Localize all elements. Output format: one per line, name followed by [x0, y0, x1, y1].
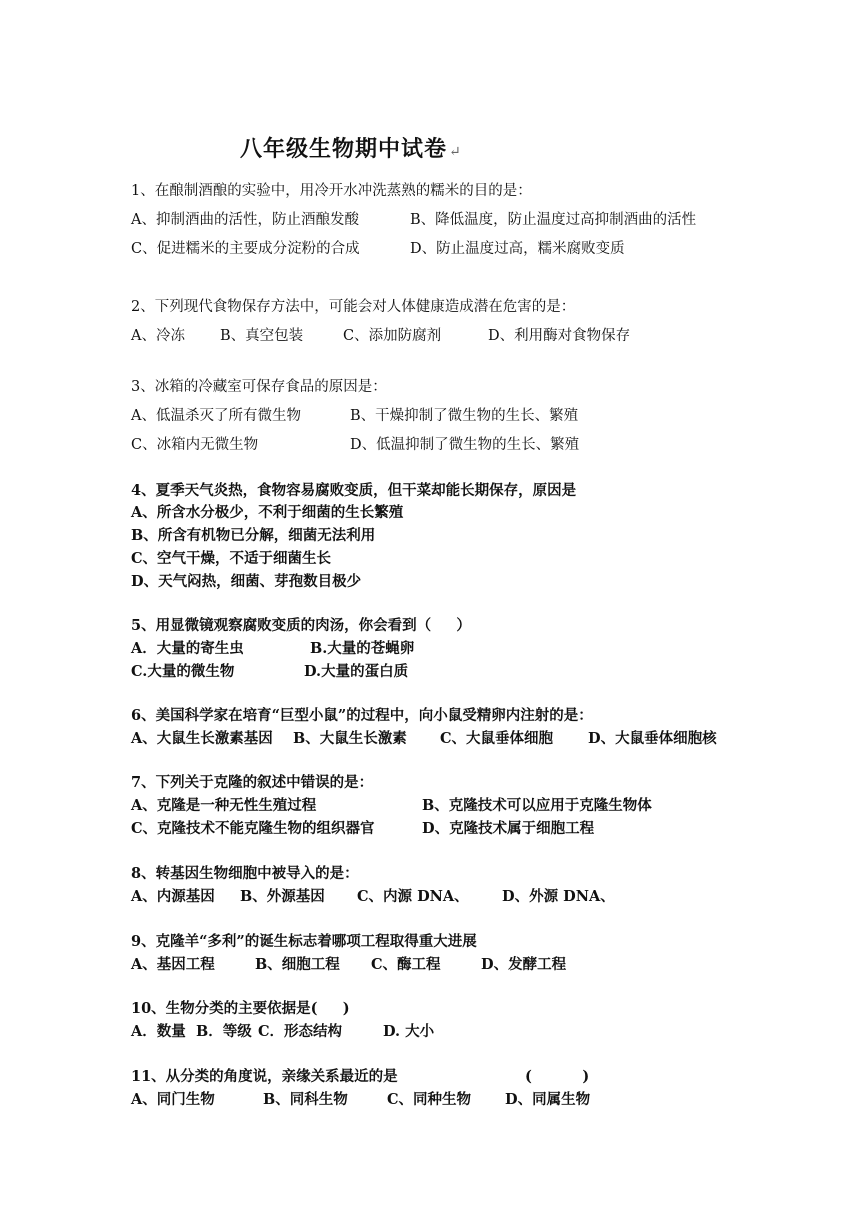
question-3-option-d: D、低温抑制了微生物的生长、繁殖	[350, 437, 580, 453]
return-mark-icon: ↵	[449, 144, 462, 160]
question-4-option-b: B、所含有机物已分解，细菌无法利用	[131, 527, 376, 544]
question-11-option-c: C、同种生物	[387, 1091, 472, 1108]
question-1-stem: 1、在酿制酒酿的实验中，用冷开水冲洗蒸熟的糯米的目的是：	[131, 183, 532, 199]
question-9-stem: 9、克隆羊“多利”的诞生标志着哪项工程取得重大进展	[131, 933, 477, 950]
question-4-option-a: A、所含水分极少，不利于细菌的生长繁殖	[131, 504, 404, 521]
question-1-option-a: A、抑制酒曲的活性，防止酒酿发酸	[131, 212, 359, 228]
question-2-option-a: A、冷冻	[131, 328, 185, 344]
question-5-option-b: B.大量的苍蝇卵	[310, 640, 415, 657]
question-3-stem: 3、冰箱的冷藏室可保存食品的原因是：	[131, 379, 387, 395]
question-7-option-c: C、克隆技术不能克隆生物的组织器官	[131, 820, 375, 837]
exam-title	[240, 132, 462, 163]
question-9-option-c: C、酶工程	[371, 956, 441, 973]
question-9-option-d: D、发酵工程	[481, 956, 567, 973]
exam-title-text: 八年级生物期中试卷	[240, 136, 448, 162]
question-2-stem: 2、下列现代食物保存方法中，可能会对人体健康造成潜在危害的是：	[131, 299, 576, 315]
question-6-stem: 6、美国科学家在培育“巨型小鼠”的过程中，向小鼠受精卵内注射的是：	[131, 707, 593, 724]
question-9-option-a: A、基因工程	[131, 956, 215, 973]
question-6-option-d: D、大鼠垂体细胞核	[588, 730, 717, 747]
question-5-option-c: C.大量的微生物	[131, 663, 235, 680]
question-2-option-b: B、真空包装	[220, 328, 304, 344]
question-1-option-d: D、防止温度过高，糯米腐败变质	[410, 241, 625, 257]
question-11-answer-blank: ( )	[525, 1068, 590, 1085]
question-6-option-b: B、大鼠生长激素	[293, 730, 407, 747]
question-4-option-c: C、空气干燥，不适于细菌生长	[131, 550, 332, 567]
question-10-option-b: B．等级	[196, 1023, 252, 1040]
question-4-stem: 4、夏季天气炎热，食物容易腐败变质，但干菜却能长期保存，原因是	[131, 482, 577, 499]
question-8-option-c: C、内源 DNA、	[357, 888, 469, 905]
question-8-option-b: B、外源基因	[240, 888, 325, 905]
question-2-option-d: D、利用酶对食物保存	[488, 328, 631, 344]
question-6-option-a: A、大鼠生长激素基因	[131, 730, 273, 747]
question-6-option-c: C、大鼠垂体细胞	[440, 730, 554, 747]
question-10-option-d: D. 大小	[383, 1023, 435, 1040]
question-11-option-d: D、同属生物	[505, 1091, 591, 1108]
question-11-stem: 11、从分类的角度说，亲缘关系最近的是	[131, 1068, 398, 1085]
question-10-option-c: C．形态结构	[258, 1023, 343, 1040]
question-2-option-c: C、添加防腐剂	[343, 328, 442, 344]
question-9-option-b: B、细胞工程	[255, 956, 340, 973]
question-3-option-a: A、低温杀灭了所有微生物	[131, 408, 301, 424]
question-5-option-d: D.大量的蛋白质	[304, 663, 409, 680]
question-5-option-a: A．大量的寄生虫	[131, 640, 244, 657]
question-3-option-c: C、冰箱内无微生物	[131, 437, 259, 453]
question-8-stem: 8、转基因生物细胞中被导入的是：	[131, 865, 359, 882]
question-10-stem: 10、生物分类的主要依据是( )	[131, 1000, 350, 1017]
question-10-option-a: A．数量	[131, 1023, 186, 1040]
question-1-option-b: B、降低温度，防止温度过高抑制酒曲的活性	[410, 212, 697, 228]
question-11-option-b: B、同科生物	[263, 1091, 348, 1108]
question-4-option-d: D、天气闷热，细菌、芽孢数目极少	[131, 573, 362, 590]
question-8-option-a: A、内源基因	[131, 888, 215, 905]
question-7-option-a: A、克隆是一种无性生殖过程	[131, 797, 317, 814]
question-3-option-b: B、干燥抑制了微生物的生长、繁殖	[350, 408, 579, 424]
question-7-option-d: D、克隆技术属于细胞工程	[422, 820, 595, 837]
question-7-option-b: B、克隆技术可以应用于克隆生物体	[422, 797, 652, 814]
question-11-option-a: A、同门生物	[131, 1091, 215, 1108]
question-1-option-c: C、促进糯米的主要成分淀粉的合成	[131, 241, 360, 257]
question-5-stem: 5、用显微镜观察腐败变质的肉汤，你会看到（ ）	[131, 617, 471, 634]
question-7-stem: 7、下列关于克隆的叙述中错误的是：	[131, 774, 374, 791]
question-8-option-d: D、外源 DNA、	[502, 888, 615, 905]
